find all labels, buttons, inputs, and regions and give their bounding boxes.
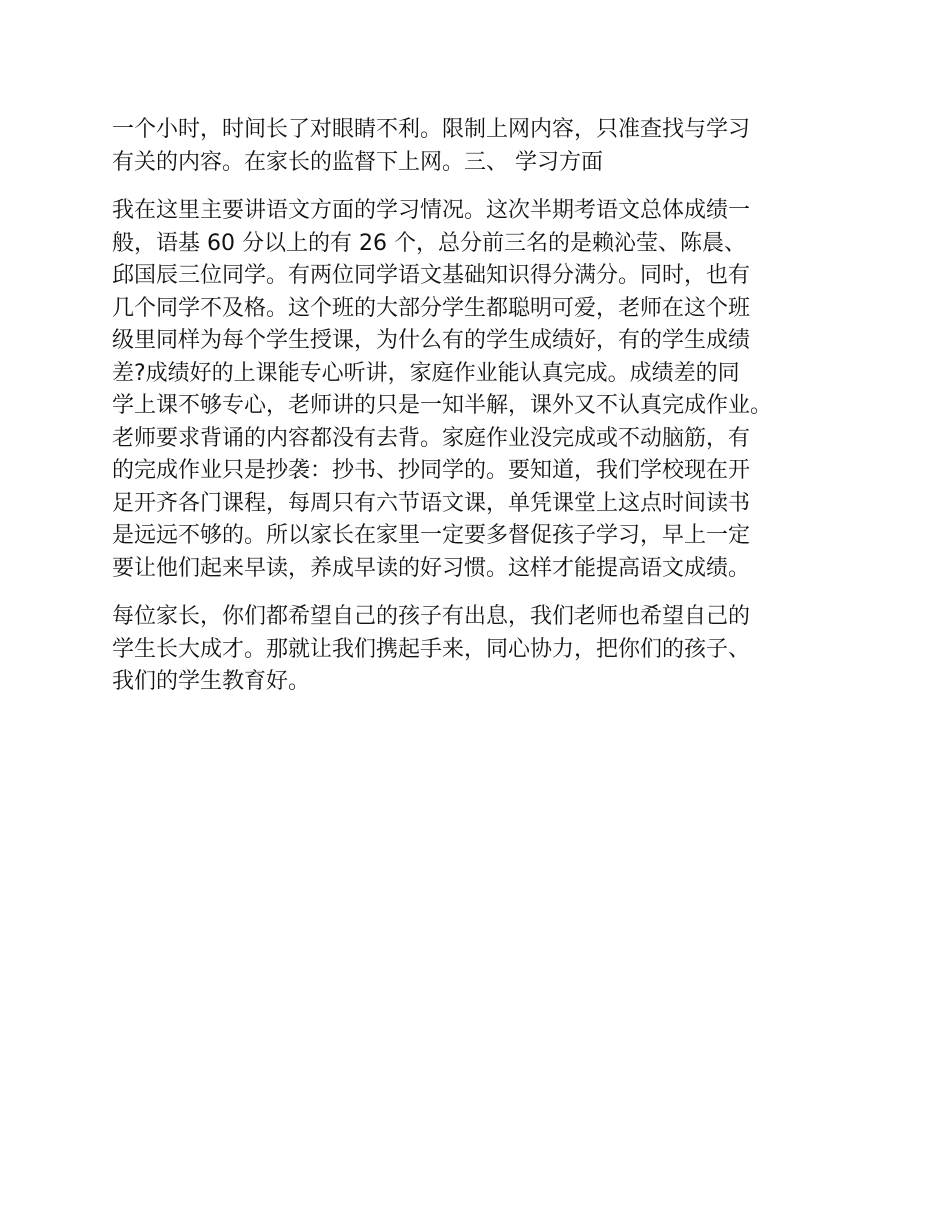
document-body: [112, 114, 842, 715]
text-line: 是远远不够的。所以家长在家里一定要多督促孩子学习，早上一定: [112, 523, 751, 548]
text-line: 足开齐各门课程，每周只有六节语文课，单凭课堂上这点时间读书: [112, 490, 751, 516]
text-line: 我在这里主要讲语文方面的学习情况。这次半期考语文总体成绩一: [112, 198, 751, 223]
text-line: 学上课不够专心，老师讲的只是一知半解，课外又不认真完成作业。: [112, 393, 773, 418]
text-line: 般，语基 60 分以上的有 26 个，总分前三名的是赖沁莹、陈晨、: [112, 230, 746, 256]
paragraph-chinese-study: [112, 195, 842, 585]
text-line: 我们的学生教育好。: [112, 669, 311, 694]
text-line: 有关的内容。在家长的监督下上网。三、 学习方面: [112, 149, 603, 175]
text-line: 邱国辰三位同学。有两位同学语文基础知识得分满分。同时，也有: [112, 263, 751, 288]
text-line: 的完成作业只是抄袭：抄书、抄同学的。要知道，我们学校现在开: [112, 458, 751, 483]
text-line: 每位家长，你们都希望自己的孩子有出息，我们老师也希望自己的: [112, 604, 751, 629]
paragraph-closing: [112, 601, 842, 699]
text-line: 级里同样为每个学生授课，为什么有的学生成绩好，有的学生成绩: [112, 328, 751, 353]
paragraph-internet-and-study: [112, 114, 842, 179]
text-line: 差?成绩好的上课能专心听讲，家庭作业能认真完成。成绩差的同: [112, 360, 740, 386]
text-line: 老师要求背诵的内容都没有去背。家庭作业没完成或不动脑筋，有: [112, 425, 751, 451]
text-line: 一个小时，时间长了对眼睛不利。限制上网内容，只准查找与学习: [112, 117, 751, 142]
text-line: 要让他们起来早读，养成早读的好习惯。这样才能提高语文成绩。: [112, 555, 751, 581]
text-line: 学生长大成才。那就让我们携起手来，同心协力，把你们的孩子、: [112, 636, 751, 662]
text-line: 几个同学不及格。这个班的大部分学生都聪明可爱，老师在这个班: [112, 295, 751, 321]
